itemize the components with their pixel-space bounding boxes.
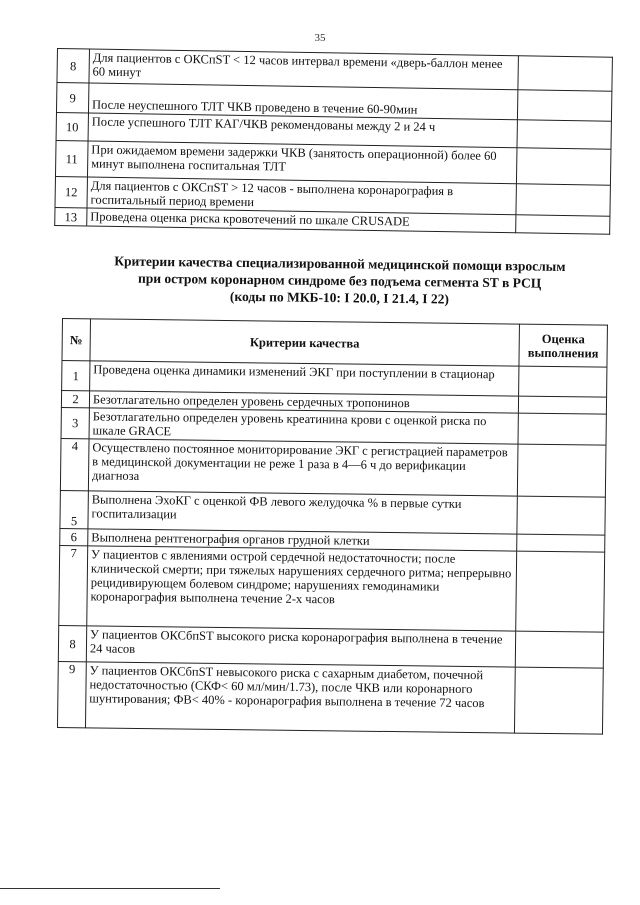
score-cell — [516, 184, 610, 216]
criterion-text: После неуспешного ТЛТ ЧКВ проведено в течение 60-90мин — [88, 83, 518, 120]
table-header-row — [62, 319, 607, 368]
criterion-text: Для пациентов с ОКСпST > 12 часов - выполнена коронарография в госпитальный период времени — [87, 177, 517, 215]
score-cell — [514, 667, 603, 734]
score-cell — [517, 120, 611, 149]
heading-line: (коды по МКБ-10: I 20.0, I 21.4, I 22) — [229, 288, 450, 307]
table-row — [60, 438, 606, 497]
column-header-number: № — [62, 319, 90, 361]
row-number: 1 — [62, 361, 90, 391]
criterion-text: Безотлагательно определен уровень креатинина крови с оценкой риска по шкале GRACE — [89, 408, 518, 444]
heading-line: Критерии качества специализированной медицинской помощи взрослым — [114, 253, 566, 274]
row-number: 6 — [60, 528, 88, 545]
criterion-text: Выполнена ЭхоКГ с оценкой ФВ левого желудочка % в первые сутки госпитализации — [88, 491, 517, 534]
criterion-text: При ожидаемом времени задержки ЧКВ (занятость операционной) более 60 минут выполнена госпитальная ТЛТ — [87, 141, 517, 184]
score-cell — [516, 551, 605, 632]
score-cell — [518, 396, 606, 414]
score-cell — [517, 496, 605, 535]
score-cell — [517, 534, 605, 552]
criterion-text: Проведена оценка риска кровотечений по шкале CRUSADE — [87, 208, 516, 233]
criterion-text: Выполнена рентгенография органов грудной клетки — [88, 529, 517, 551]
score-cell — [518, 413, 606, 445]
criterion-text: У пациентов ОКСбпST невысокого риска с сахарным диабетом, почечной недостаточностью (СКФ< 60 мл/мин/1.73), после ЧКВ или коронарного шунтирования; ФВ< 40% - коронарография выполнена в течение 72 часов — [85, 662, 515, 733]
row-number: 7 — [59, 545, 88, 625]
heading-line: при остром коронарном синдроме без подъема сегмента ST в РСЦ — [137, 270, 542, 291]
score-cell — [516, 215, 610, 234]
row-number: 9 — [57, 661, 86, 727]
table-row — [59, 545, 605, 632]
score-cell — [517, 148, 611, 185]
row-number: 3 — [61, 407, 89, 438]
row-number: 13 — [55, 207, 87, 225]
row-number: 2 — [61, 391, 89, 408]
criteria-table-continued — [54, 48, 613, 235]
score-cell — [519, 366, 607, 397]
column-header-criteria: Критерии качества — [90, 319, 520, 366]
footnote-divider — [0, 888, 220, 889]
score-cell — [518, 56, 612, 91]
column-header-score: Оценка выполнения — [519, 324, 607, 367]
row-number: 11 — [55, 140, 88, 176]
criterion-text: Проведена оценка динамики изменений ЭКГ при поступлении в стационар — [90, 361, 519, 396]
criterion-text: Безотлагательно определен уровень сердечных тропонинов — [89, 391, 518, 413]
criterion-text: Для пациентов с ОКСпST < 12 часов интервал времени «дверь-баллон менее 60 минут — [89, 49, 519, 90]
table-row — [60, 490, 605, 535]
score-cell — [517, 444, 606, 497]
criterion-text: Осуществлено постоянное мониторирование ЭКГ с регистрацией параметров в медицинской документации не реже 1 раза в 4—6 ч до верификации диагноза — [88, 439, 518, 496]
criterion-text: У пациентов ОКСбпST высокого риска коронарография выполнена в течение 24 часов — [86, 626, 515, 667]
row-number: 5 — [60, 490, 88, 528]
row-number: 4 — [60, 438, 89, 490]
row-number: 10 — [56, 112, 88, 140]
criterion-text: У пациентов с явлениями острой сердечной недостаточности; после клинической смерти; при тяжелых нарушениях сердечного ритма; непрерывно рецидивирующем болевом синдроме; нарушениях гемодинамики коронарография выполнена течение 2-х часов — [87, 546, 517, 631]
criteria-table — [57, 318, 608, 735]
row-number: 8 — [57, 49, 89, 83]
section-heading — [79, 252, 600, 309]
score-cell — [515, 631, 603, 668]
score-cell — [518, 90, 612, 121]
row-number: 12 — [55, 176, 87, 207]
page-number: 35 — [314, 32, 326, 44]
row-number: 9 — [56, 83, 88, 113]
criterion-text: После успешного ТЛТ КАГ/ЧКВ рекомендованы между 2 и 24 ч — [88, 113, 518, 148]
table-row — [57, 661, 603, 734]
row-number: 8 — [58, 625, 86, 661]
